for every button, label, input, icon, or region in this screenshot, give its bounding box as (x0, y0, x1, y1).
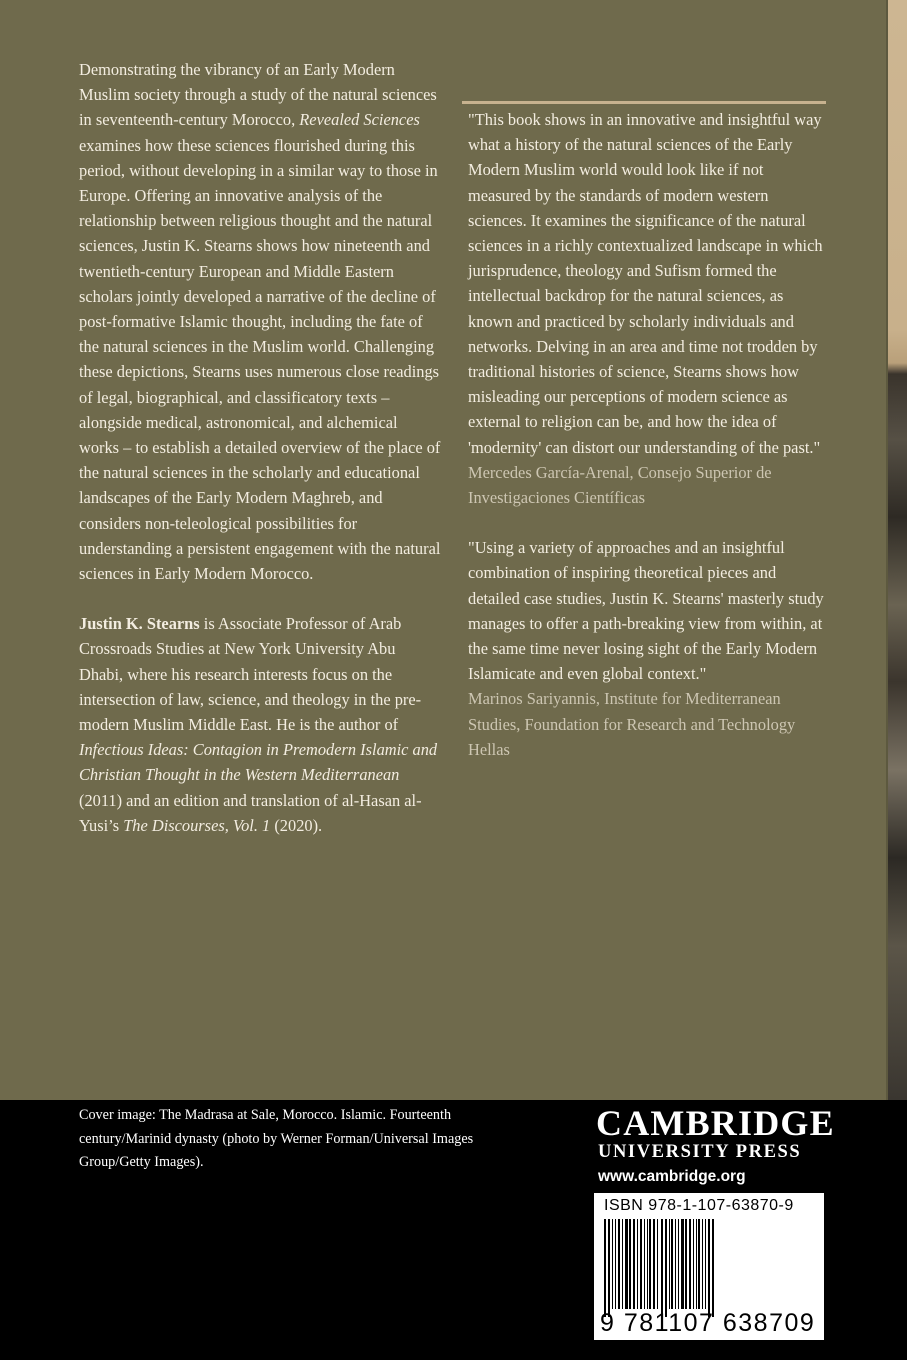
barcode-bar (608, 1219, 610, 1317)
review-quote-1: "This book shows in an innovative and insightful way what a history of the natural sciences of the Early Modern Muslim world would look like if not measured by the standards of modern western sciences. It examines the significance of the natural sciences in a richly contextualized landscape in which jurisprudence, theology and Sufism formed the intellectual backdrop for the natural sciences, as known and practiced by scholarly individuals and networks. Delving in an area and time not trodden by traditional histories of science, Stearns shows how misleading our perceptions of modern science as external to religion can be, and how the idea of 'modernity' can distort our understanding of the past." (468, 110, 823, 457)
author-bio-text-2: (2011) and an edition and translation of al-Hasan al-Yusi’s (79, 790, 422, 835)
author-name: Justin K. Stearns (79, 614, 200, 634)
review-attribution-1: Mercedes García-Arenal, Consejo Superior de Investigaciones Científicas (468, 462, 772, 508)
book-description (79, 57, 441, 586)
barcode-bar (618, 1219, 620, 1309)
publisher-subtitle: UNIVERSITY PRESS (598, 1142, 802, 1162)
isbn-barcode (594, 1193, 840, 1340)
barcode-bar (649, 1219, 651, 1309)
publisher-url[interactable]: www.cambridge.org (598, 1168, 746, 1185)
isbn-label: ISBN 978-1-107-63870-9 (604, 1197, 794, 1214)
barcode-bar (678, 1219, 679, 1309)
barcode-bar (653, 1219, 655, 1309)
author-bio-text-1: is Associate Professor of Arab Crossroads Studies at New York University Abu Dhabi, where his research interests focus on the intersection of law, science, and theology in the pre-modern Muslim Middle East. He is the author of (79, 614, 422, 735)
barcode-bar (637, 1219, 638, 1309)
barcode-bar (693, 1219, 694, 1309)
author-book-2: The Discourses, Vol. 1 (123, 815, 271, 835)
barcode-bar (644, 1219, 645, 1309)
barcode-bar (671, 1219, 673, 1309)
author-bio-text-3: (2020). (270, 815, 323, 835)
barcode-bar (657, 1219, 658, 1309)
barcode-bar (622, 1219, 623, 1309)
review-quote-2: "Using a variety of approaches and an insightful combination of inspiring theoretical pieces and detailed case studies, Justin K. Stearns' masterly study manages to offer a path-breaking view from within, at the same time never losing sight of the Early Modern Islamicate and even global context." (468, 538, 824, 684)
barcode-bar (689, 1219, 691, 1309)
barcode-bar (633, 1219, 635, 1309)
description-text-start: Demonstrating the vibrancy of an Early Modern Muslim society through a study of the natural sciences in seventeenth-century Morocco, (79, 60, 437, 130)
barcode-bar (615, 1219, 616, 1309)
barcode-bar (702, 1219, 703, 1309)
barcode-bar (712, 1219, 714, 1317)
barcode-bar (665, 1219, 667, 1317)
barcode-bar (629, 1219, 631, 1309)
barcode-digits: 9 781107 638709 > (600, 1309, 840, 1337)
barcode-bar (625, 1219, 628, 1309)
barcode-bar (647, 1219, 648, 1309)
barcode-bar (604, 1219, 606, 1317)
barcode-bar (661, 1219, 663, 1317)
barcode-bar (696, 1219, 697, 1309)
barcode-bar (612, 1219, 613, 1309)
description-book-title: Revealed Sciences (299, 110, 420, 130)
left-column (79, 57, 441, 838)
barcode-bar (675, 1219, 676, 1309)
spine-edge (886, 0, 888, 1100)
barcode-bar (669, 1219, 670, 1309)
barcode-bar (705, 1219, 706, 1309)
quote-divider-rule (462, 101, 826, 104)
author-bio (79, 611, 441, 838)
review-attribution-2: Marinos Sariyannis, Institute for Mediterranean Studies, Foundation for Research and Technology Hellas (468, 689, 796, 759)
barcode-bar (681, 1219, 684, 1309)
author-book-1: Infectious Ideas: Contagion in Premodern Islamic and Christian Thought in the Western Mediterranean (79, 740, 438, 785)
publisher-name: CAMBRIDGE (596, 1103, 835, 1143)
barcode-bar (640, 1219, 642, 1309)
description-text-rest: examines how these sciences flourished during this period, without developing in a similar way to those in Europe. Offering an innovative analysis of the relationship between religious thought and the natural sciences, Justin K. Stearns shows how nineteenth and twentieth-century European and Middle Eastern scholars jointly developed a narrative of the decline of post-formative Islamic thought, including the fate of the natural sciences in the Muslim world. Challenging these depictions, Stearns uses numerous close readings of legal, biographical, and classificatory texts – alongside medical, astronomical, and alchemical works – to establish a detailed overview of the place of the natural sciences in the scholarly and educational landscapes of the Early Modern Maghreb, and considers non-teleological possibilities for understanding a persistent engagement with the natural sciences in Early Modern Morocco. (79, 135, 441, 584)
right-column-reviews (468, 107, 830, 762)
spine-cover-image-strip (888, 0, 907, 1100)
barcode-bar (685, 1219, 687, 1309)
barcode-bar (698, 1219, 700, 1309)
barcode-bar (708, 1219, 710, 1317)
cover-image-credit: Cover image: The Madrasa at Sale, Morocco. Islamic. Fourteenth century/Marinid dynasty (photo by Werner Forman/Universal Images Group/Getty Images). (79, 1107, 474, 1170)
